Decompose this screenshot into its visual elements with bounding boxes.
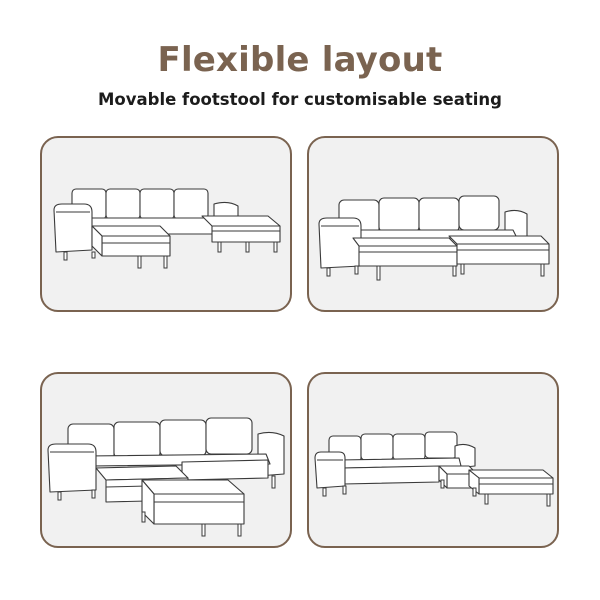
- sofa-l-shape-long-chaise-icon: [42, 374, 290, 546]
- sofa-double-ottoman-front-icon: [309, 138, 557, 310]
- layout-panel-2: [307, 136, 559, 312]
- sofa-ottomans-extended-right-icon: [309, 374, 557, 546]
- layout-panel-3: [40, 372, 292, 548]
- page-subtitle: Movable footstool for customisable seating: [98, 90, 502, 109]
- layout-panel-4: [307, 372, 559, 548]
- layout-panel-1: [40, 136, 292, 312]
- page-title: Flexible layout: [157, 40, 443, 80]
- sofa-chaise-left-ottoman-right-icon: [42, 138, 290, 310]
